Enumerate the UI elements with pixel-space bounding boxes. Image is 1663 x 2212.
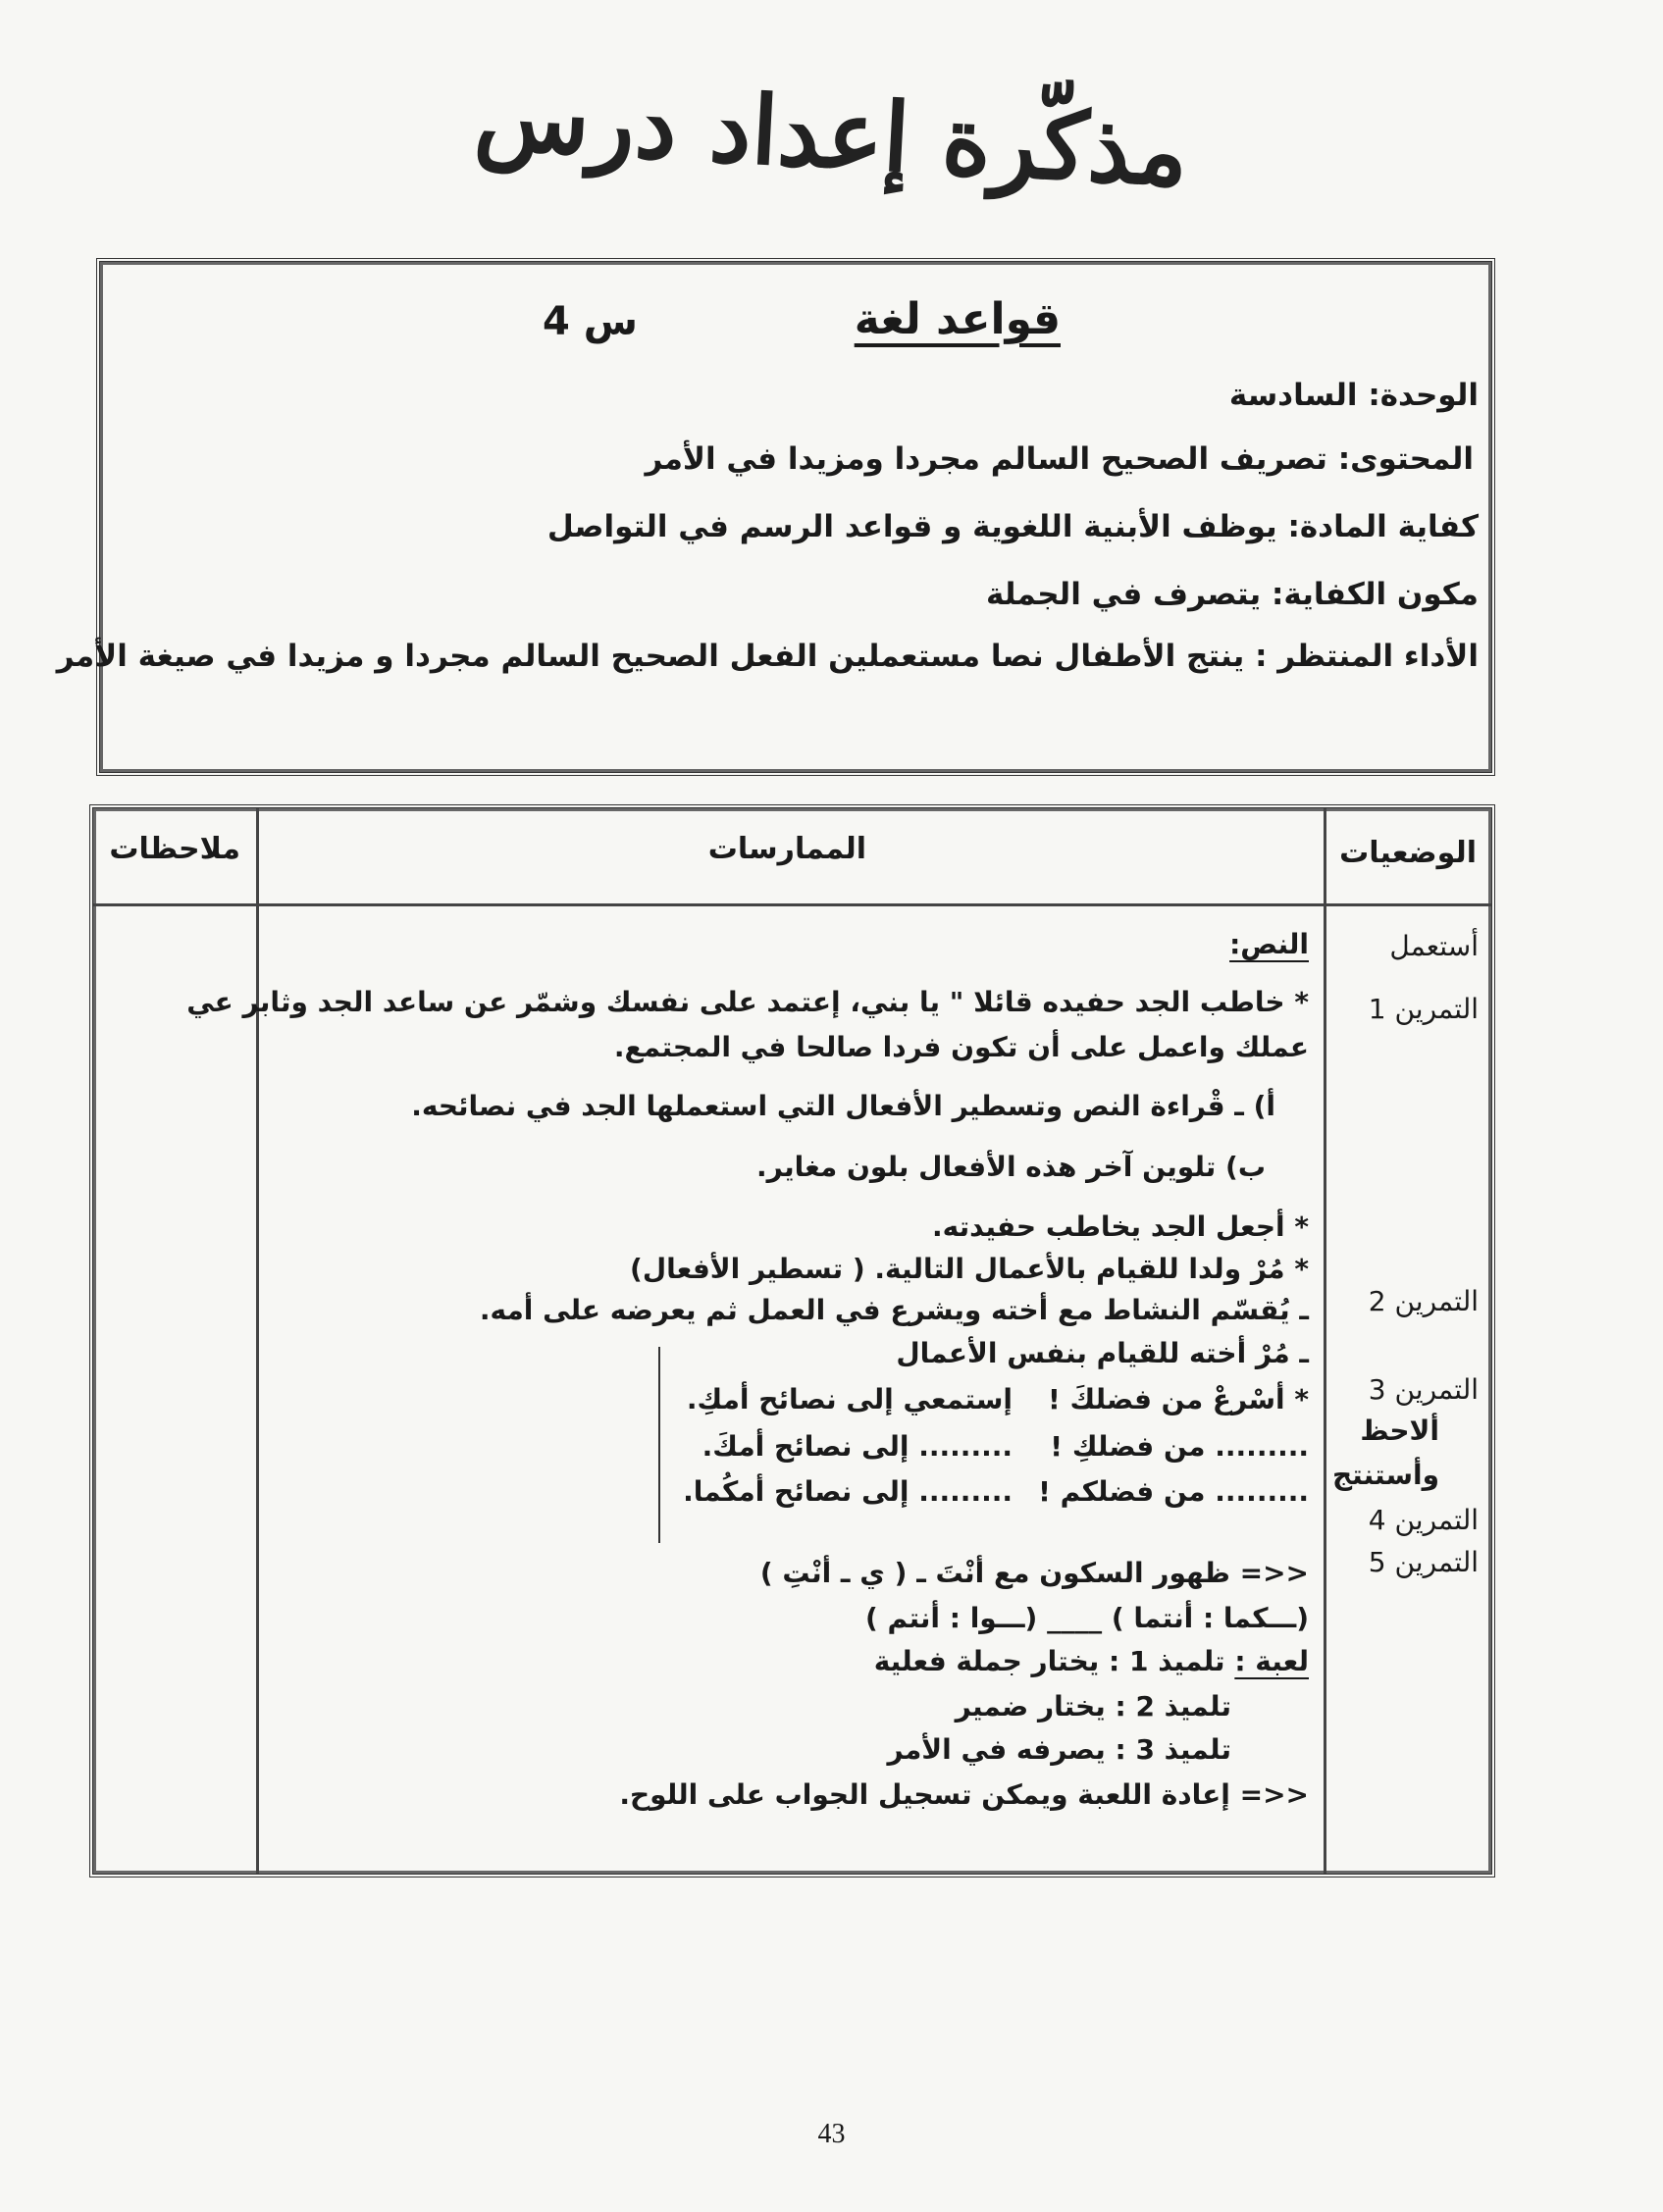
field-value: ينتج الأطفال نصا مستعملين الفعل الصحيح السالم مجردا و مزيدا في صيغة الأمر	[56, 639, 1245, 674]
situation-label: أستعمل	[1389, 930, 1479, 962]
field-label: المحتوى:	[1337, 441, 1474, 477]
field-label: مكون الكفاية:	[1272, 577, 1479, 612]
conclusion-line: <<= ظهور السكون مع أنْتَ ـ ( ي ـ أنْتِ )	[759, 1557, 1309, 1589]
game-label: لعبة :	[1234, 1645, 1309, 1677]
page-number: 43	[817, 2119, 846, 2149]
lesson-subject: قواعد لغة	[854, 294, 1061, 344]
practice-line: * أجعل الجد يخاطب حفيدته.	[932, 1210, 1309, 1243]
field-label: الوحدة:	[1368, 378, 1479, 413]
game-step: تلميذ 3 : يصرفه في الأمر	[887, 1733, 1231, 1766]
situation-label: التمرين 2	[1368, 1285, 1479, 1317]
situation-label: التمرين 1	[1368, 993, 1479, 1025]
practice-line: أ) ـ قْراءة النص وتسطير الأفعال التي استعملها الجد في نصائحه.	[411, 1090, 1275, 1122]
field-value: تصريف الصحيح السالم مجردا ومزيدا في الأمر	[645, 441, 1327, 477]
game-step: تلميذ 2 : يختار ضمير	[955, 1690, 1231, 1723]
field-subject-competency	[547, 509, 1479, 544]
practice-line: ـ مُرْ أخته للقيام بنفس الأعمال	[896, 1337, 1309, 1369]
header-practices: الممارسات	[707, 832, 866, 866]
game-line	[874, 1645, 1309, 1677]
exercise3-right: * أسْرعْ من فضلكَ !	[1047, 1383, 1309, 1415]
practice-line: * خاطب الجد حفيده قائلا " يا بني، إعتمد على نفسك وشمّر عن ساعد الجد وثابر عي	[186, 986, 1309, 1018]
situation-label: وأستنتج	[1331, 1459, 1439, 1491]
column-divider	[1324, 808, 1326, 1874]
practice-line: ب) تلوين آخر هذه الأفعال بلون مغاير.	[756, 1151, 1266, 1183]
exercise3-right: ......... من فضلكِ !	[1050, 1430, 1309, 1463]
situation-label: ألاحظ	[1360, 1415, 1439, 1447]
exercise3-divider	[658, 1347, 660, 1543]
practice-line: * مُرْ ولدا للقيام بالأعمال التالية. ( تسطير الأفعال)	[630, 1253, 1309, 1285]
document-title: مذكّرة إعداد درس	[472, 60, 1191, 208]
field-value: يوظف الأبنية اللغوية و قواعد الرسم في التواصل	[546, 509, 1277, 544]
text-heading: النص:	[1229, 928, 1309, 960]
situation-label: التمرين 4	[1368, 1504, 1479, 1536]
exercise3-left: إستمعي إلى نصائح أمكِ.	[686, 1383, 1013, 1415]
column-divider	[256, 808, 259, 1874]
field-expected-performance	[57, 639, 1479, 674]
conclusion-line: (ـــكما : أنتما ) ____ (ـــوا : أنتم )	[864, 1602, 1309, 1634]
field-unit	[1229, 378, 1479, 413]
practice-line: عملك واعمل على أن تكون فردا صالحا في المجتمع.	[613, 1031, 1309, 1063]
situation-label: التمرين 3	[1368, 1373, 1479, 1406]
field-content	[645, 441, 1474, 477]
field-value: يتصرف في الجملة	[985, 577, 1262, 612]
header-situations: الوضعيات	[1339, 836, 1477, 870]
field-value: السادسة	[1228, 378, 1358, 413]
exercise3-left: ......... إلى نصائح أمكَ.	[702, 1430, 1013, 1463]
practice-line: ـ يُقسّم النشاط مع أخته ويشرع في العمل ثم يعرضه على أمه.	[479, 1294, 1309, 1326]
field-competency-component	[986, 577, 1479, 612]
situation-label: التمرين 5	[1368, 1546, 1479, 1578]
exercise3-right: ......... من فضلكم !	[1038, 1475, 1309, 1508]
field-label: الأداء المنتظر :	[1255, 639, 1479, 674]
header-notes: ملاحظات	[109, 832, 240, 866]
header-divider	[93, 903, 1491, 906]
game-step: تلميذ 1 : يختار جملة فعلية	[873, 1645, 1225, 1677]
exercise3-left: ......... إلى نصائح أمكُما.	[683, 1475, 1013, 1508]
closing-line: <<= إعادة اللعبة ويمكن تسجيل الجواب على اللوح.	[619, 1778, 1309, 1811]
lesson-session: س 4	[543, 299, 638, 344]
field-label: كفاية المادة:	[1287, 509, 1479, 544]
